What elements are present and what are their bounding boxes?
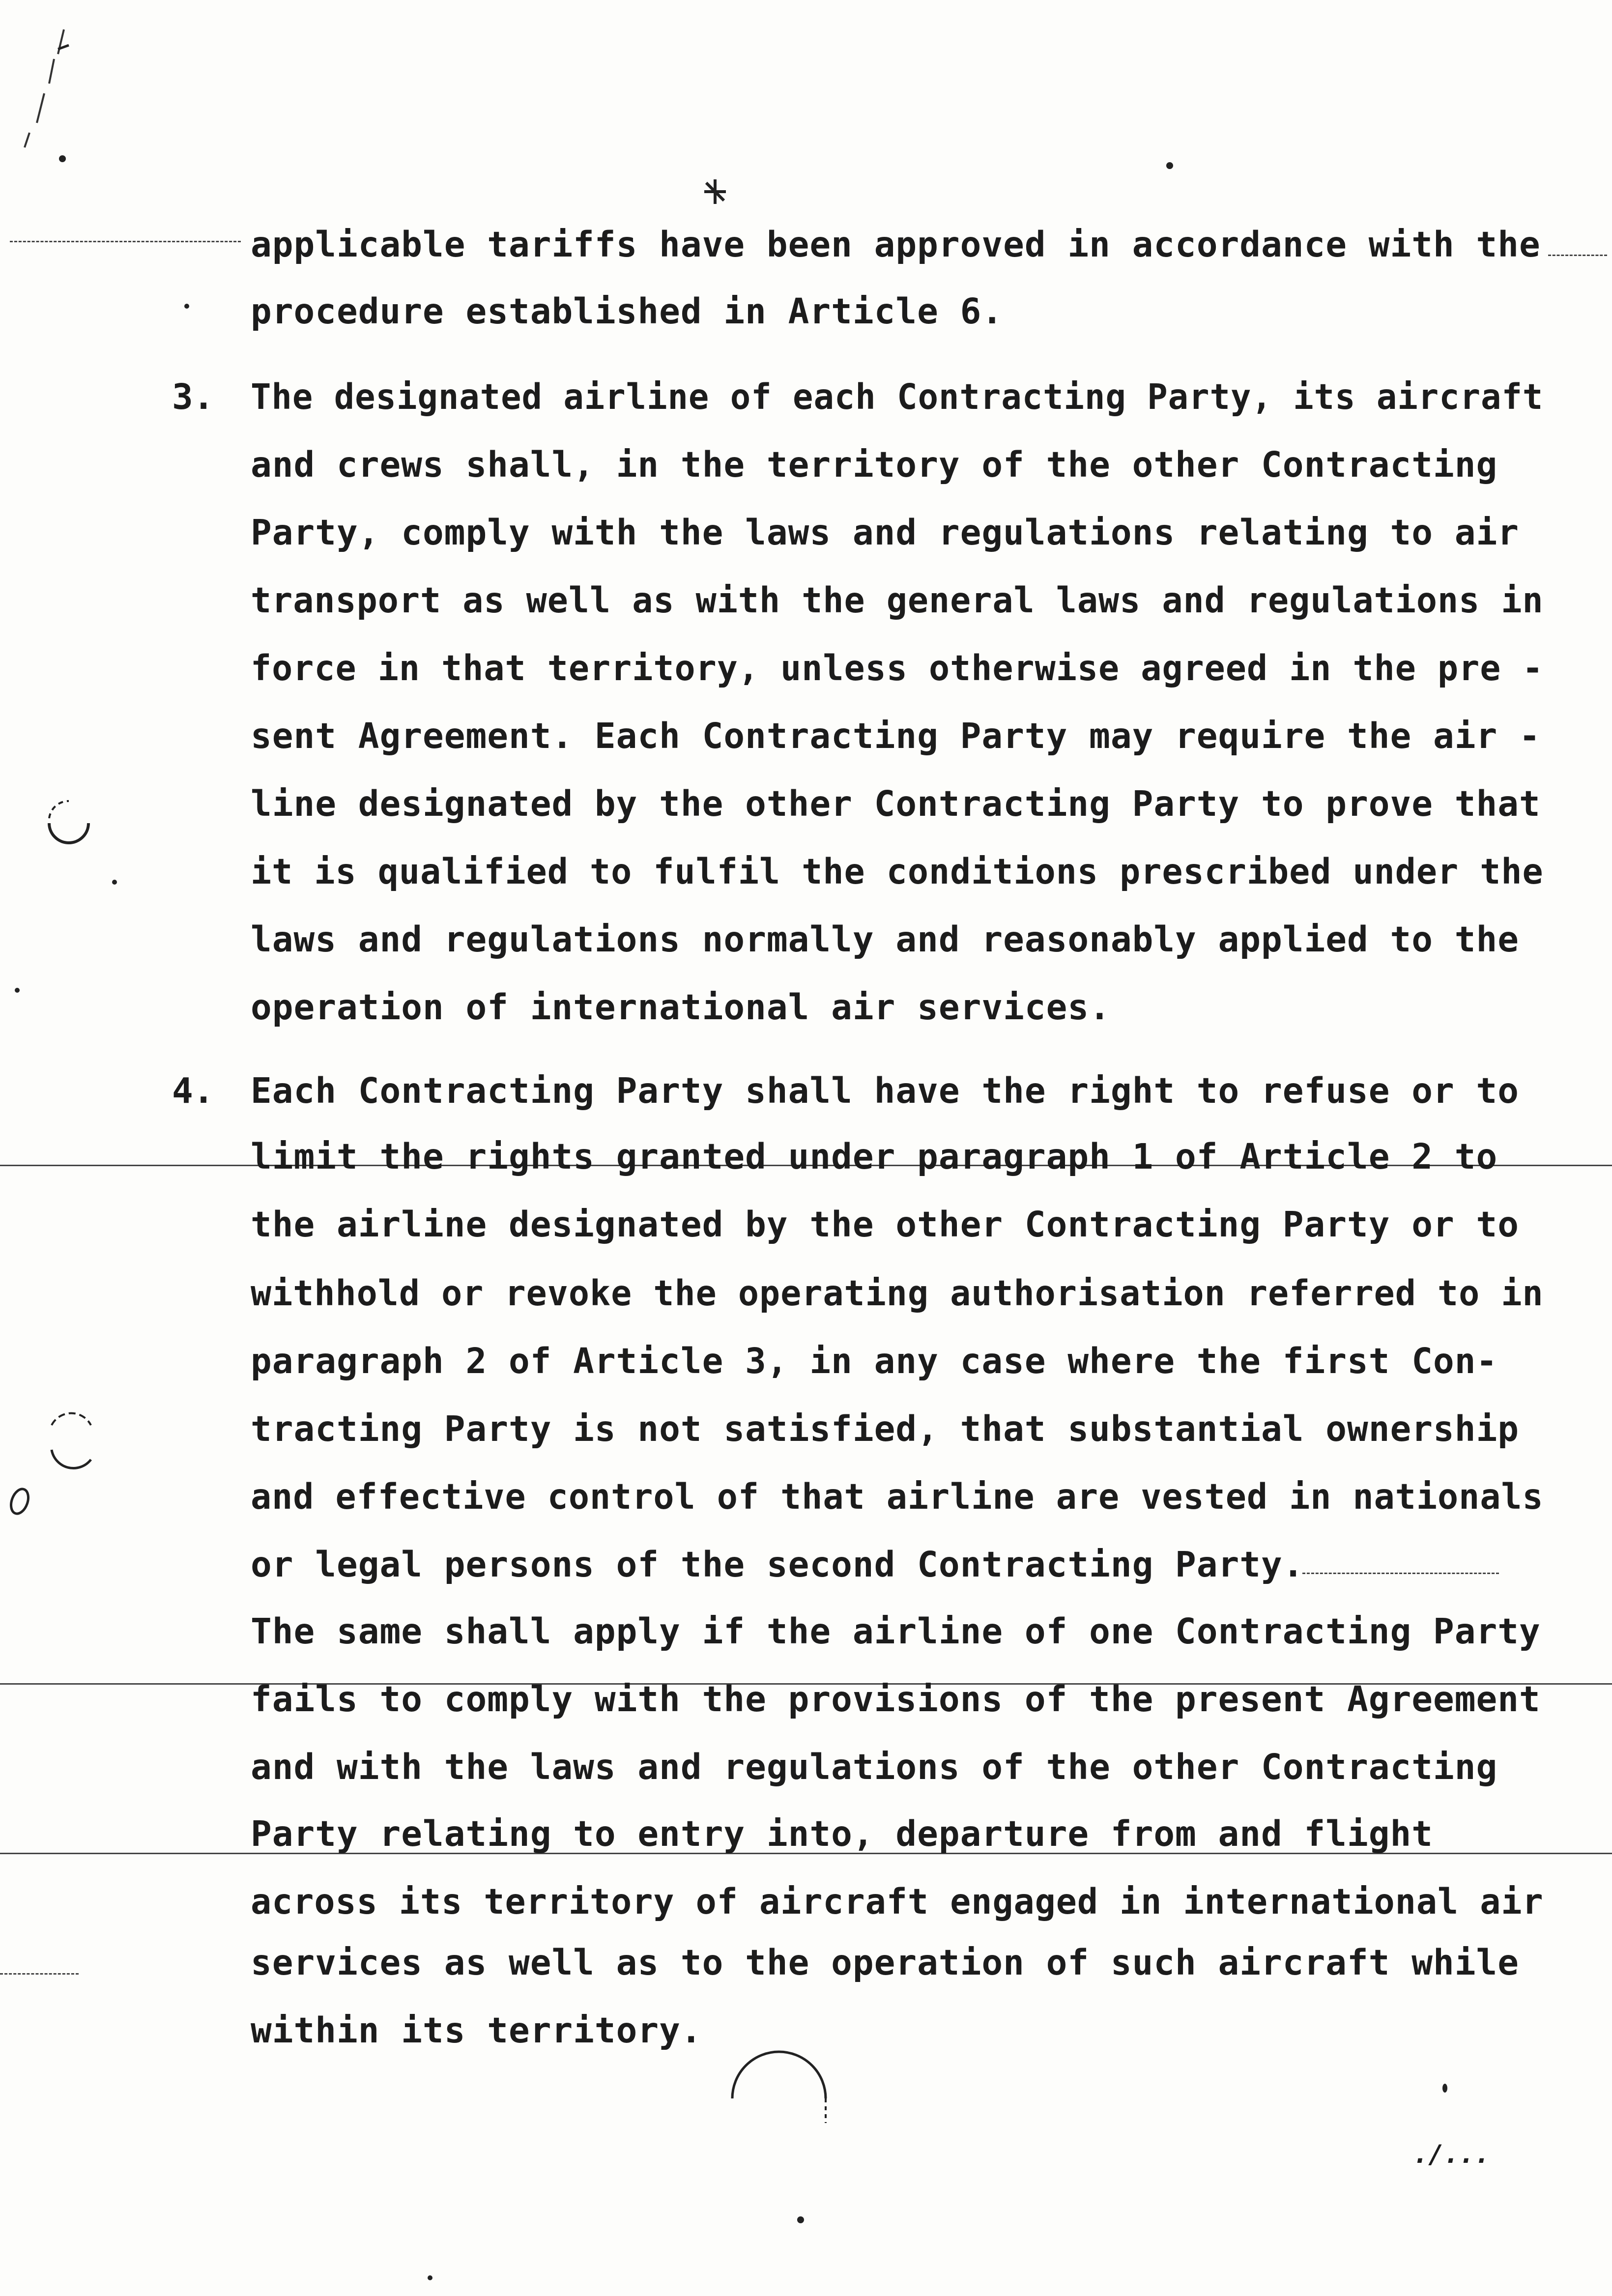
speck (1442, 2084, 1447, 2093)
punch-hole-arc (42, 796, 96, 850)
body-line: force in that territory, unless otherwise agreed in the pre - (251, 648, 1544, 689)
ruling-line (1548, 255, 1607, 256)
stroke-mark (5, 1484, 34, 1519)
speck (184, 304, 189, 309)
body-line: services as well as to the operation of such aircraft while (251, 1942, 1519, 1983)
body-line: or legal persons of the second Contracting Party. (251, 1544, 1304, 1585)
body-line: and effective control of that airline are vested in nationals (251, 1476, 1544, 1517)
punch-hole-arc (47, 1410, 101, 1474)
body-line: laws and regulations normally and reasonably applied to the (251, 919, 1519, 960)
body-line: withhold or revoke the operating authorisation referred to in (251, 1273, 1544, 1314)
ruling-line (0, 1973, 79, 1975)
continuation-mark: ./... (1413, 2140, 1490, 2169)
body-line: line designated by the other Contracting Party to prove that (251, 783, 1541, 824)
body-line: The designated airline of each Contracting Party, its aircraft (251, 376, 1544, 417)
body-line: Party relating to entry into, departure from and flight (251, 1813, 1434, 1854)
body-line: it is qualified to fulfil the conditions prescribed under the (251, 851, 1544, 892)
asterisk-mark (700, 177, 730, 206)
body-line: tracting Party is not satisfied, that substantial ownership (251, 1408, 1519, 1449)
body-line: the airline designated by the other Contracting Party or to (251, 1204, 1519, 1245)
speck (1166, 162, 1173, 169)
body-line: within its territory. (251, 2010, 702, 2051)
speck (112, 880, 117, 885)
speck (797, 2216, 804, 2223)
body-line: operation of international air services. (251, 987, 1111, 1028)
body-line: fails to comply with the provisions of the present Agreement (251, 1679, 1541, 1720)
body-line: transport as well as with the general laws and regulations in (251, 580, 1544, 621)
speck (15, 988, 20, 993)
body-line: and crews shall, in the territory of the other Contracting (251, 444, 1498, 485)
punch-hole-arc (727, 2025, 835, 2123)
paragraph-number: 3. (172, 376, 214, 417)
scan-mark-top-left (0, 0, 79, 206)
body-line: Each Contracting Party shall have the right to refuse or to (251, 1070, 1519, 1111)
speck (59, 155, 66, 162)
body-line: applicable tariffs have been approved in accordance with the (251, 224, 1541, 265)
ruling-line (1302, 1573, 1499, 1574)
body-line: and with the laws and regulations of the other Contracting (251, 1747, 1498, 1787)
ruling-line (10, 241, 241, 242)
body-line: sent Agreement. Each Contracting Party may require the air - (251, 716, 1541, 756)
speck (428, 2275, 432, 2280)
body-line: The same shall apply if the airline of one Contracting Party (251, 1611, 1541, 1652)
body-line: across its territory of aircraft engaged in international air (251, 1881, 1544, 1922)
paragraph-number: 4. (172, 1070, 214, 1111)
body-line: Party, comply with the laws and regulations relating to air (251, 512, 1519, 553)
body-line: paragraph 2 of Article 3, in any case where the first Con- (251, 1341, 1498, 1381)
body-line: procedure established in Article 6. (251, 291, 1004, 332)
body-line: limit the rights granted under paragraph 1 of Article 2 to (251, 1136, 1498, 1177)
